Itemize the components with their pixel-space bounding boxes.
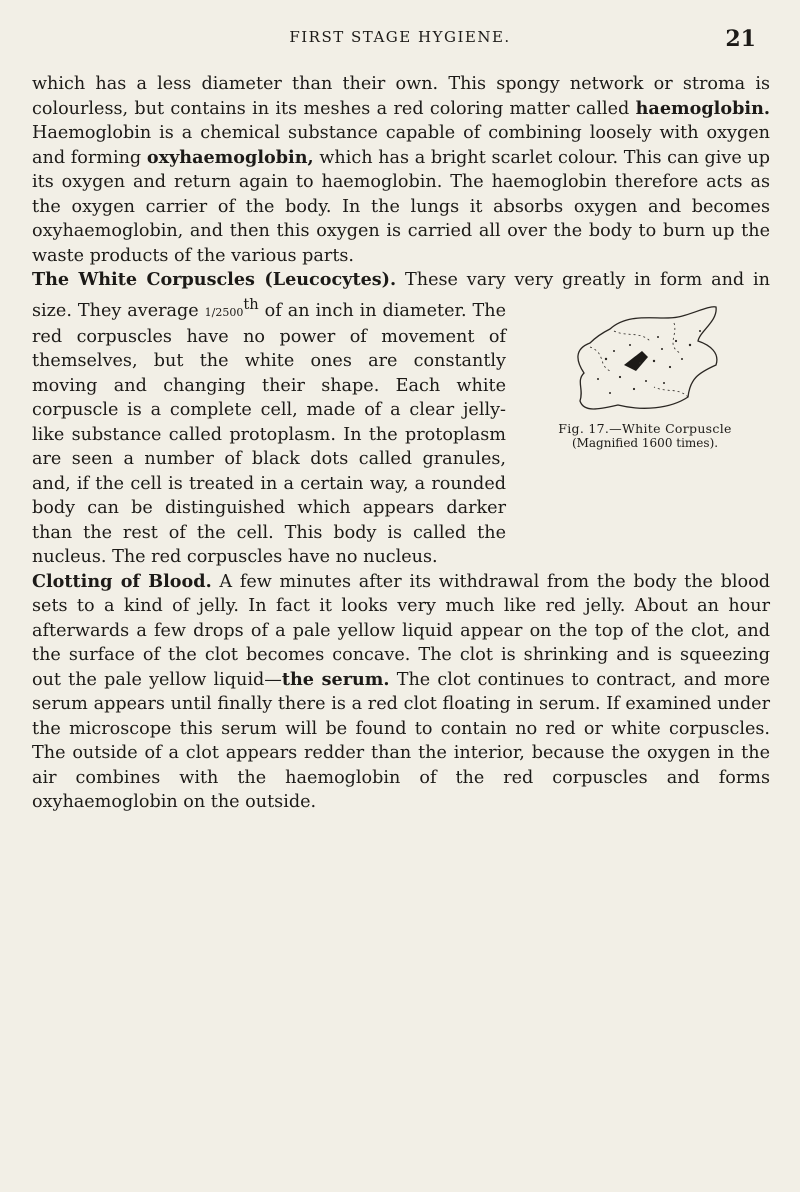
term-haemoglobin: haemoglobin.	[635, 97, 770, 119]
body-text	[32, 72, 770, 815]
text-run: A few minutes after its withdrawal from the body the blood sets to a kind of jelly. In fact it looks very much like red jelly. About an hour afterwards a few drops of a pale yellow liquid appear on the top of the clot, and the surface of the clot becomes concave. The clot is shrinking and is squeezing out the pale yellow liquid—	[32, 571, 770, 690]
text-run: These vary very greatly in form and in size. They average	[32, 270, 770, 321]
running-title: FIRST STAGE HYGIENE.	[289, 28, 511, 46]
fraction: 1/2500	[204, 305, 244, 319]
section-heading-white-corpuscles: The White Corpuscles (Leucocytes).	[32, 269, 397, 290]
page-header	[0, 26, 800, 56]
figure-white-corpuscle	[520, 299, 770, 527]
text-run: of an inch in diameter. The red corpuscles have no power of movement of themselves, but the white ones are constantly moving and changing their shape. Each white corpuscle is a complete cell, made of a clear jelly-like substance called protoplasm. In the protoplasm are seen a number of black dots called granules, and, if the cell is treated in a certain way, a rounded body can be distinguished which appears darker than the rest of the cell. This body is called the nucleus. The red corpuscles have no nucleus.	[32, 300, 506, 568]
paragraph-red-corpuscles	[32, 72, 770, 268]
paragraph-clotting	[32, 570, 770, 815]
figure-caption	[520, 421, 770, 451]
text-run: which has a bright scarlet colour. This can give up its oxygen and return again to haemoglobin. The haemoglobin therefore acts as the oxygen carrier of the body. In the lungs it absorbs oxygen and becomes oxyhaemoglobin, and then this oxygen is carried all over the body to burn up the waste products of the various parts.	[32, 147, 771, 266]
page-number: 21	[725, 26, 756, 52]
text-run: The clot continues to contract, and more serum appears until finally there is a red clot floating in serum. If examined under the microscope this serum will be found to contain no red or white corpuscles. The outside of a clot appears redder than the interior, because the oxygen in the air combines with the haemoglobin of the red corpuscles and forms oxyhaemoglobin on the outside.	[32, 669, 771, 813]
term-serum: the serum.	[281, 668, 390, 690]
text-run: which has a less diameter than their own. This spongy network or stroma is colourless, but contains in its meshes a red coloring matter called	[32, 74, 770, 119]
figure-caption-title: Fig. 17.—White Corpuscle	[558, 420, 732, 436]
text-run: Haemoglobin is a chemical substance capable of combining loosely with oxygen and forming	[32, 123, 770, 168]
section-heading-clotting: Clotting of Blood.	[32, 570, 212, 592]
figure-caption-magnification: (Magnified 1600 times).	[571, 435, 719, 450]
paragraph-white-corpuscles	[32, 268, 770, 570]
fraction-suffix: th	[243, 295, 259, 313]
white-corpuscle-illustration	[570, 301, 720, 421]
term-oxyhaemoglobin: oxyhaemoglobin,	[146, 146, 314, 168]
